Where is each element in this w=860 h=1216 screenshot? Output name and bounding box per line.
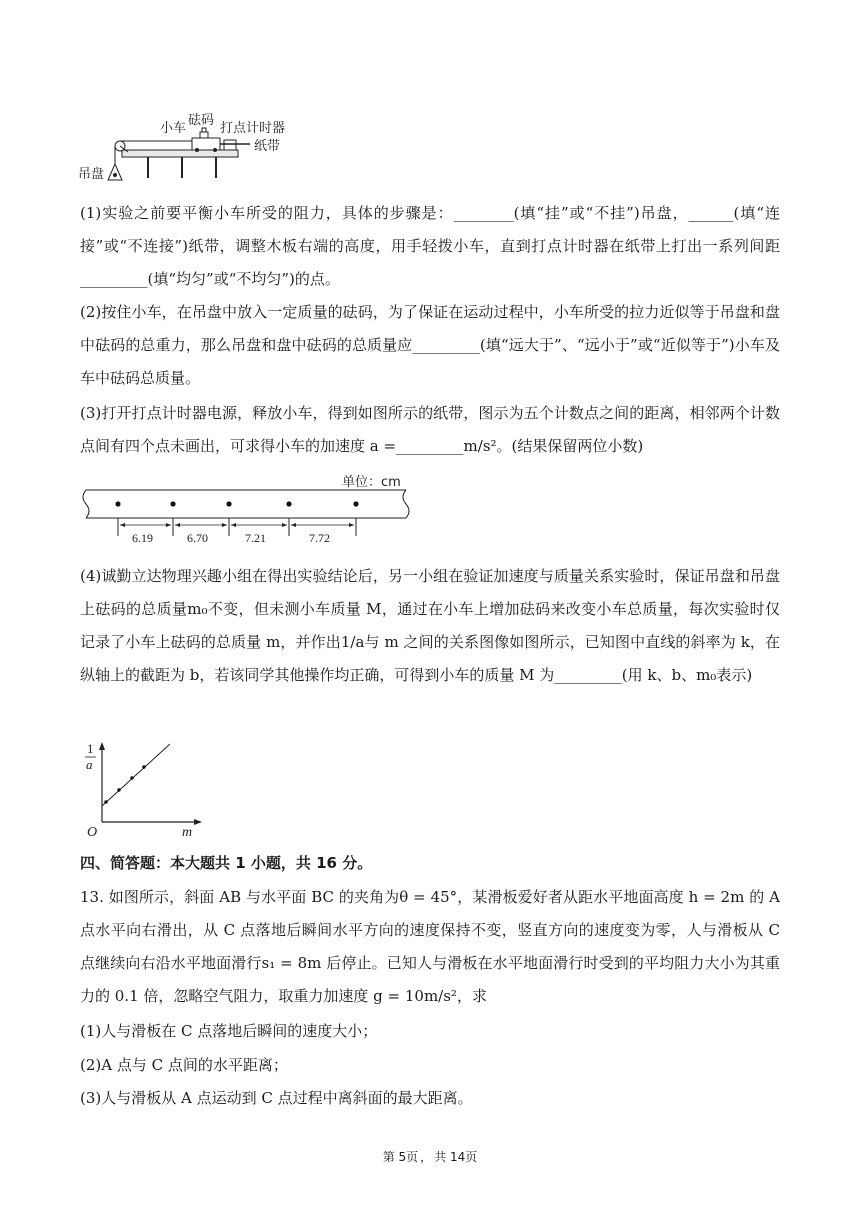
question-13-part-1: (1)人与滑板在 C 点落地后瞬间的速度大小； bbox=[80, 1022, 378, 1040]
inverse-accel-graph bbox=[80, 740, 210, 840]
tape-dot bbox=[226, 501, 231, 506]
data-point bbox=[104, 800, 107, 803]
page-separator: ， bbox=[420, 1150, 433, 1164]
timer-icon bbox=[224, 140, 236, 150]
tape-dot bbox=[115, 501, 120, 506]
paper-tape-figure bbox=[76, 472, 416, 548]
unit-label: 单位：cm bbox=[342, 475, 401, 490]
y-label-numerator: 1 bbox=[87, 741, 94, 756]
label-tape: 纸带 bbox=[254, 139, 281, 154]
segment-2-value: 6.70 bbox=[187, 531, 208, 545]
tape-dot bbox=[353, 501, 358, 506]
data-point bbox=[142, 765, 145, 768]
label-timer: 打点计时器 bbox=[220, 121, 286, 136]
question-3: (3)打开打点计时器电源，释放小车，得到如图所示的纸带，图示为五个计数点之间的距离，相邻两个计数点间有四个点未画出，可求得小车的加速度 a =_________m/s²。(结果保留两位小数) bbox=[80, 404, 780, 455]
tray-icon bbox=[108, 164, 122, 180]
segment-4-value: 7.72 bbox=[309, 531, 330, 545]
x-label: m bbox=[182, 825, 193, 840]
label-tray: 吊盘 bbox=[78, 167, 105, 182]
question-4: (4)诚勤立达物理兴趣小组在得出实验结论后，另一小组在验证加速度与质量关系实验时，保证吊盘和吊盘上砝码的总质量m₀不变，但未测小车质量 M，通过在小车上增加砝码来改变小车总质量，每次实验时仅记录了小车上砝码的总质量 m，并作出1/a与 m 之间的关系图像如图所示，已知图中直线的斜率为 k，在纵轴上的截距为 b，若该同学其他操作均正确，可得到小车的质量 M 为_________(用 k、b、m₀表示) bbox=[80, 567, 780, 684]
question-2: (2)按住小车，在吊盘中放入一定质量的砝码，为了保证在运动过程中，小车所受的拉力近似等于吊盘和盘中砝码的总重力，那么吊盘和盘中砝码的总质量应_________(填“远大于”、“远小于”或“近似等于”)小车及车中砝码总质量。 bbox=[80, 303, 780, 387]
question-1: (1)实验之前要平衡小车所受的阻力，具体的步骤是：________(填“挂”或“不挂”)吊盘，______(填“连接”或“不连接”)纸带，调整木板右端的高度，用手轻拨小车，直到打点计时器在纸带上打出一系列间距_________(填“均匀”或“不均匀”)的点。 bbox=[80, 204, 780, 288]
label-weights: 砝码 bbox=[188, 113, 215, 128]
origin-label: O bbox=[87, 825, 98, 840]
segment-3-value: 7.21 bbox=[245, 531, 266, 545]
question-13: 13. 如图所示，斜面 AB 与水平面 BC 的夹角为θ = 45°，某滑板爱好者从距水平地面高度 h = 2m 的 A 点水平向右滑出，从 C 点落地后瞬间水平方向的速度保持不变，竖直方向的速度变为零，人与滑板从 C 点继续向右沿水平地面滑行s₁ = 8m 后停止。已知人与滑板在水平地面滑行时受到的平均阻力大小为其重力的 0.1 倍，忽略空气阻力，取重力加速度 g = 10m/s²，求 bbox=[80, 888, 780, 1005]
weights-icon bbox=[200, 132, 208, 138]
label-car: 小车 bbox=[160, 121, 187, 136]
question-13-part-3: (3)人与滑板从 A 点运动到 C 点过程中离斜面的最大距离。 bbox=[80, 1089, 473, 1107]
page-total: 共 14页 bbox=[434, 1150, 478, 1164]
page-current: 第 5页 bbox=[382, 1150, 419, 1164]
data-point bbox=[130, 776, 133, 779]
page-footer bbox=[0, 1148, 860, 1165]
fit-line bbox=[102, 744, 170, 806]
tape-dot bbox=[286, 501, 291, 506]
y-label-denominator: a bbox=[86, 757, 93, 772]
tape-dot bbox=[170, 501, 175, 506]
question-13-part-2: (2)A 点与 C 点间的水平距离； bbox=[80, 1056, 288, 1074]
table-board bbox=[122, 150, 238, 157]
segment-1-value: 6.19 bbox=[132, 531, 153, 545]
data-point bbox=[117, 788, 120, 791]
section-title: 四、简答题：本大题共 1 小题，共 16 分。 bbox=[80, 854, 373, 872]
apparatus-figure bbox=[78, 112, 318, 188]
